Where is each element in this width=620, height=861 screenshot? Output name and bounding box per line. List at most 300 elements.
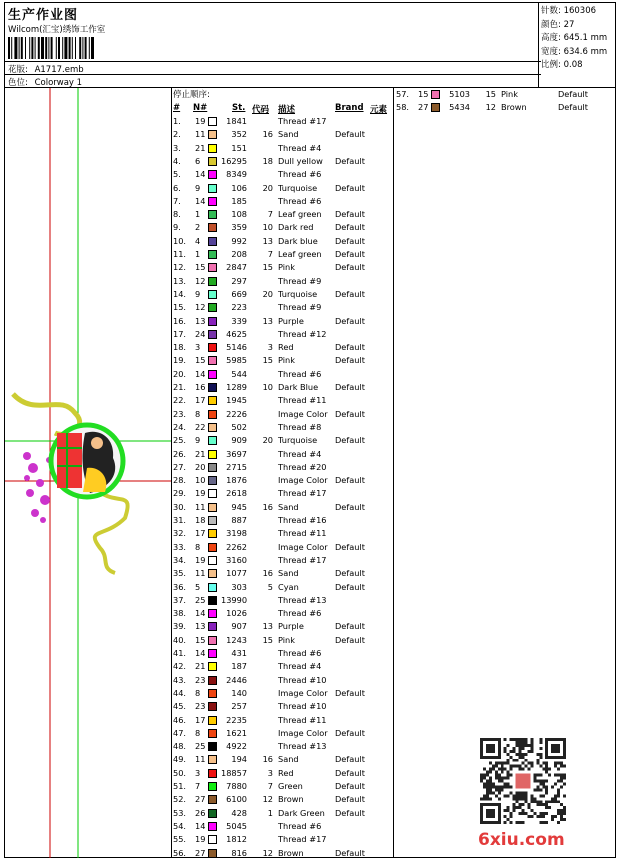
color-swatch — [208, 117, 217, 126]
thread-description: Thread #13 — [278, 741, 327, 752]
needle-number: 19 — [195, 116, 206, 126]
stitch-count: 352 — [231, 129, 247, 140]
thread-description: Dark red — [278, 222, 314, 233]
table-row — [173, 183, 388, 196]
row-index: 10. — [173, 235, 187, 246]
stitch-count: 816 — [231, 847, 247, 858]
stitch-count: 2618 — [226, 488, 247, 499]
needle-number: 17 — [195, 528, 206, 539]
stitch-count: 5985 — [226, 355, 247, 366]
row-index: 26. — [173, 448, 187, 459]
thread-code: 20 — [262, 435, 273, 446]
table-row — [173, 608, 388, 621]
color-swatch — [208, 343, 217, 352]
table-row — [173, 555, 388, 568]
stitch-count: 208 — [231, 249, 247, 259]
row-index: 38. — [173, 608, 187, 619]
thread-code: 7 — [267, 781, 273, 791]
color-swatch — [208, 755, 217, 764]
needle-number: 14 — [195, 608, 206, 619]
needle-number: 19 — [195, 834, 206, 845]
color-swatch — [208, 543, 217, 552]
stitch-count: 140 — [231, 687, 247, 698]
needle-number: 26 — [195, 807, 206, 818]
color-swatch — [208, 849, 217, 858]
divider — [171, 87, 172, 858]
stitch-count: 1243 — [226, 634, 247, 645]
color-swatch — [208, 609, 217, 618]
color-swatch — [208, 822, 217, 831]
thread-description: Thread #6 — [278, 169, 322, 180]
thread-code: 16 — [262, 568, 273, 579]
row-index: 52. — [173, 794, 187, 805]
table-row — [173, 236, 388, 249]
thread-description: Pink — [501, 89, 518, 99]
thread-brand: Default — [335, 342, 365, 353]
stitch-count: 1876 — [226, 475, 247, 486]
table-row — [173, 781, 388, 794]
stitch-count: 16295 — [221, 155, 248, 166]
needle-number: 4 — [195, 235, 201, 246]
table-row — [173, 289, 388, 302]
thread-brand: Default — [335, 315, 365, 326]
stitch-count: 2262 — [226, 541, 247, 552]
row-index: 23. — [173, 408, 187, 419]
stitch-count: 907 — [231, 621, 247, 632]
table-row — [396, 89, 611, 102]
thread-description: Purple — [278, 621, 304, 632]
needle-number: 11 — [195, 501, 206, 512]
stitch-count: 185 — [231, 195, 247, 206]
color-swatch — [208, 197, 217, 206]
stitch-count: 257 — [231, 701, 247, 712]
needle-number: 8 — [195, 727, 201, 738]
thread-brand: Default — [335, 568, 365, 579]
needle-number: 22 — [195, 421, 206, 432]
color-swatch — [208, 330, 217, 339]
needle-number: 27 — [418, 102, 429, 113]
needle-number: 14 — [195, 820, 206, 831]
pattern-info — [8, 63, 84, 75]
thread-brand: Default — [335, 355, 365, 366]
table-row — [173, 635, 388, 648]
thread-description: Brown — [501, 102, 527, 113]
needle-number: 21 — [195, 142, 206, 153]
table-row — [173, 249, 388, 262]
thread-description: Dull yellow — [278, 155, 323, 166]
stitch-count: 7880 — [226, 781, 247, 791]
thread-code: 16 — [262, 129, 273, 140]
thread-description: Thread #6 — [278, 820, 322, 831]
thread-description: Image Color — [278, 541, 328, 552]
needle-number: 9 — [195, 435, 201, 446]
needle-number: 19 — [195, 488, 206, 499]
thread-code: 12 — [262, 847, 273, 858]
thread-brand: Default — [335, 847, 365, 858]
needle-number: 24 — [195, 328, 206, 339]
thread-description: Cyan — [278, 581, 299, 592]
table-row — [173, 794, 388, 807]
divider — [393, 87, 394, 858]
needle-number: 6 — [195, 155, 201, 166]
site-logo: 6xiu.com — [478, 830, 565, 850]
color-swatch — [208, 184, 217, 193]
row-index: 48. — [173, 741, 187, 752]
table-row — [173, 715, 388, 728]
row-index: 35. — [173, 568, 187, 579]
thread-code: 15 — [485, 89, 496, 99]
stitch-count: 5434 — [449, 102, 470, 113]
thread-code: 7 — [267, 209, 273, 220]
row-index: 11. — [173, 249, 187, 259]
stitch-count: 1289 — [226, 382, 247, 392]
row-index: 54. — [173, 820, 187, 831]
stitch-count: 5146 — [226, 342, 247, 353]
row-index: 18. — [173, 342, 187, 353]
thread-description: Red — [278, 767, 294, 778]
thread-code: 10 — [262, 382, 273, 392]
thread-description: Leaf green — [278, 249, 322, 259]
thread-description: Red — [278, 342, 294, 353]
scale-label: 比例: — [541, 60, 561, 70]
needle-number: 5 — [195, 581, 201, 592]
row-index: 36. — [173, 581, 187, 592]
needle-number: 11 — [195, 754, 206, 765]
table-row — [173, 116, 388, 129]
thread-brand: Default — [335, 408, 365, 419]
stitch-count: 431 — [231, 648, 247, 658]
height-label: 高度: — [541, 33, 561, 43]
table-row — [173, 768, 388, 781]
needle-number: 16 — [195, 382, 206, 392]
thread-description: Thread #6 — [278, 648, 322, 658]
thread-description: Thread #4 — [278, 661, 322, 672]
thread-brand: Default — [335, 581, 365, 592]
color-swatch — [208, 809, 217, 818]
needle-number: 14 — [195, 195, 206, 206]
stitch-count: 303 — [231, 581, 247, 592]
color-swatch — [208, 476, 217, 485]
row-index: 42. — [173, 661, 187, 672]
row-index: 13. — [173, 275, 187, 286]
row-index: 29. — [173, 488, 187, 499]
row-index: 17. — [173, 328, 187, 339]
thread-description: Thread #11 — [278, 528, 327, 539]
thread-description: Thread #8 — [278, 421, 322, 432]
table-row — [173, 449, 388, 462]
stitch-count: 1841 — [226, 116, 247, 126]
table-row — [173, 621, 388, 634]
stitch-count: 297 — [231, 275, 247, 286]
table-row — [173, 821, 388, 834]
thread-description: Leaf green — [278, 209, 322, 220]
table-row — [173, 355, 388, 368]
table-row — [173, 728, 388, 741]
color-swatch — [208, 463, 217, 472]
header-brand: Brand — [335, 103, 364, 113]
needle-number: 25 — [195, 594, 206, 605]
row-index: 40. — [173, 634, 187, 645]
color-swatch — [208, 130, 217, 139]
color-swatch — [208, 290, 217, 299]
thread-brand: Default — [335, 288, 365, 299]
color-swatch — [208, 263, 217, 272]
needle-number: 23 — [195, 674, 206, 685]
thread-brand: Default — [335, 475, 365, 486]
thread-description: Sand — [278, 129, 299, 140]
color-swatch — [208, 636, 217, 645]
thread-brand: Default — [335, 262, 365, 273]
table-row — [173, 542, 388, 555]
table-row — [173, 834, 388, 847]
color-swatch — [208, 250, 217, 259]
row-index: 14. — [173, 288, 187, 299]
stitch-count: 992 — [231, 235, 247, 246]
thread-code: 15 — [262, 262, 273, 273]
stitch-count: 2235 — [226, 714, 247, 725]
stitch-count: 2226 — [226, 408, 247, 419]
thread-description: Image Color — [278, 727, 328, 738]
header-desc: 描述 — [278, 105, 296, 115]
table-row — [173, 129, 388, 142]
needle-number: 15 — [195, 262, 206, 273]
thread-brand: Default — [335, 501, 365, 512]
color-swatch — [208, 489, 217, 498]
thread-code: 10 — [262, 222, 273, 233]
width-value: 634.6 mm — [563, 46, 608, 57]
row-index: 47. — [173, 727, 187, 738]
stitch-count: 359 — [231, 222, 247, 233]
stitch-count: 3697 — [226, 448, 247, 459]
stitch-count: 1812 — [226, 834, 247, 845]
thread-description: Turquoise — [278, 435, 318, 446]
row-index: 16. — [173, 315, 187, 326]
thread-code: 20 — [262, 182, 273, 193]
thread-brand: Default — [335, 794, 365, 805]
thread-brand: Default — [335, 541, 365, 552]
color-swatch — [431, 103, 440, 112]
row-index: 32. — [173, 528, 187, 539]
colors-label: 颜色: — [541, 19, 561, 30]
color-swatch — [208, 237, 217, 246]
row-index: 45. — [173, 701, 187, 712]
table-row — [173, 595, 388, 608]
stitch-count: 502 — [231, 421, 247, 432]
needle-number: 27 — [195, 847, 206, 858]
thread-brand: Default — [335, 687, 365, 698]
row-index: 22. — [173, 395, 187, 406]
table-row — [173, 342, 388, 355]
thread-description: Image Color — [278, 475, 328, 486]
height-value: 645.1 mm — [563, 33, 608, 43]
needle-number: 12 — [195, 275, 206, 286]
needle-number: 13 — [195, 621, 206, 632]
table-row — [173, 209, 388, 222]
needle-number: 13 — [195, 315, 206, 326]
thread-description: Turquoise — [278, 182, 318, 193]
color-swatch — [208, 144, 217, 153]
thread-brand: Default — [558, 89, 588, 99]
color-swatch — [208, 383, 217, 392]
page-title: 生产作业图 — [8, 8, 79, 23]
pattern-value: A1717.emb — [34, 65, 84, 75]
table-row — [173, 329, 388, 342]
color-swatch — [208, 210, 217, 219]
thread-description: Thread #4 — [278, 448, 322, 459]
row-index: 49. — [173, 754, 187, 765]
table-row — [173, 675, 388, 688]
row-index: 27. — [173, 461, 187, 472]
thread-brand: Default — [335, 129, 365, 140]
thread-code: 3 — [267, 767, 273, 778]
color-swatch — [208, 583, 217, 592]
row-index: 37. — [173, 594, 187, 605]
row-index: 12. — [173, 262, 187, 273]
row-index: 15. — [173, 302, 187, 313]
row-index: 43. — [173, 674, 187, 685]
thread-description: Sand — [278, 754, 299, 765]
thread-code: 5 — [267, 581, 273, 592]
color-swatch — [208, 157, 217, 166]
stop-sequence-title: 停止顺序: — [173, 90, 210, 100]
thread-brand: Default — [335, 807, 365, 818]
table-row — [173, 648, 388, 661]
row-index: 39. — [173, 621, 187, 632]
thread-brand: Default — [335, 249, 365, 259]
row-index: 25. — [173, 435, 187, 446]
row-index: 9. — [173, 222, 181, 233]
color-swatch — [208, 516, 217, 525]
width-label: 宽度: — [541, 46, 561, 57]
color-swatch — [208, 835, 217, 844]
needle-number: 2 — [195, 222, 201, 233]
colorway-value: Colorway 1 — [34, 78, 83, 88]
thread-description: Image Color — [278, 408, 328, 419]
thread-brand: Default — [335, 621, 365, 632]
needle-number: 7 — [195, 781, 201, 791]
thread-description: Thread #9 — [278, 302, 322, 313]
thread-brand: Default — [335, 727, 365, 738]
color-swatch — [208, 689, 217, 698]
table-row — [396, 102, 611, 115]
row-index: 50. — [173, 767, 187, 778]
thread-brand: Default — [558, 102, 588, 113]
needle-number: 15 — [195, 634, 206, 645]
stitch-count: 2847 — [226, 262, 247, 273]
stitch-count: 18857 — [221, 767, 248, 778]
needle-number: 27 — [195, 794, 206, 805]
design-preview — [5, 88, 171, 858]
table-row — [173, 848, 388, 861]
row-index: 1. — [173, 116, 181, 126]
table-row — [173, 302, 388, 315]
needle-number: 17 — [195, 714, 206, 725]
row-index: 5. — [173, 169, 181, 180]
row-index: 55. — [173, 834, 187, 845]
table-row — [173, 369, 388, 382]
color-swatch — [208, 436, 217, 445]
thread-brand: Default — [335, 155, 365, 166]
colorway-label: 色位: — [8, 78, 28, 88]
stitch-count: 8349 — [226, 169, 247, 180]
stitch-count: 544 — [231, 368, 247, 379]
thread-description: Thread #12 — [278, 328, 327, 339]
header-idx: # — [173, 103, 181, 113]
color-swatch — [208, 170, 217, 179]
thread-description: Thread #17 — [278, 116, 327, 126]
table-row — [173, 701, 388, 714]
table-row — [173, 196, 388, 209]
stitch-count: 339 — [231, 315, 247, 326]
stitch-count: 1026 — [226, 608, 247, 619]
design-stats — [541, 5, 607, 73]
thread-code: 13 — [262, 315, 273, 326]
row-index: 51. — [173, 781, 187, 791]
color-swatch — [208, 303, 217, 312]
color-swatch — [208, 782, 217, 791]
thread-code: 18 — [262, 155, 273, 166]
thread-description: Brown — [278, 794, 304, 805]
divider — [4, 61, 541, 62]
stitch-count: 3160 — [226, 554, 247, 565]
color-swatch — [208, 716, 217, 725]
color-swatch — [208, 396, 217, 405]
divider — [4, 74, 541, 75]
needle-number: 15 — [195, 355, 206, 366]
row-index: 56. — [173, 847, 187, 858]
row-index: 3. — [173, 142, 181, 153]
table-row — [173, 754, 388, 767]
thread-brand: Default — [335, 222, 365, 233]
needle-number: 18 — [195, 515, 206, 525]
needle-number: 21 — [195, 448, 206, 459]
needle-number: 14 — [195, 169, 206, 180]
table-row — [173, 808, 388, 821]
thread-brand: Default — [335, 209, 365, 220]
table-row — [173, 169, 388, 182]
row-index: 20. — [173, 368, 187, 379]
thread-description: Sand — [278, 501, 299, 512]
table-row — [173, 502, 388, 515]
row-index: 19. — [173, 355, 187, 366]
thread-code: 7 — [267, 249, 273, 259]
table-row — [173, 741, 388, 754]
needle-number: 23 — [195, 701, 206, 712]
thread-description: Dark blue — [278, 235, 318, 246]
row-index: 41. — [173, 648, 187, 658]
needle-number: 1 — [195, 209, 201, 220]
scale-value: 0.08 — [563, 60, 583, 70]
thread-description: Thread #6 — [278, 368, 322, 379]
thread-description: Thread #4 — [278, 142, 322, 153]
colorway-info — [8, 76, 82, 88]
table-row — [173, 316, 388, 329]
color-swatch — [208, 317, 217, 326]
table-row — [173, 488, 388, 501]
stitch-count: 1621 — [226, 727, 247, 738]
color-swatch — [208, 223, 217, 232]
thread-description: Thread #16 — [278, 515, 327, 525]
needle-number: 25 — [195, 741, 206, 752]
needle-number: 20 — [195, 461, 206, 472]
table-row — [173, 143, 388, 156]
stitch-count: 13990 — [221, 594, 248, 605]
stitch-count: 223 — [231, 302, 247, 313]
color-swatch — [208, 729, 217, 738]
table-row — [173, 382, 388, 395]
thread-code: 13 — [262, 235, 273, 246]
color-swatch — [208, 702, 217, 711]
